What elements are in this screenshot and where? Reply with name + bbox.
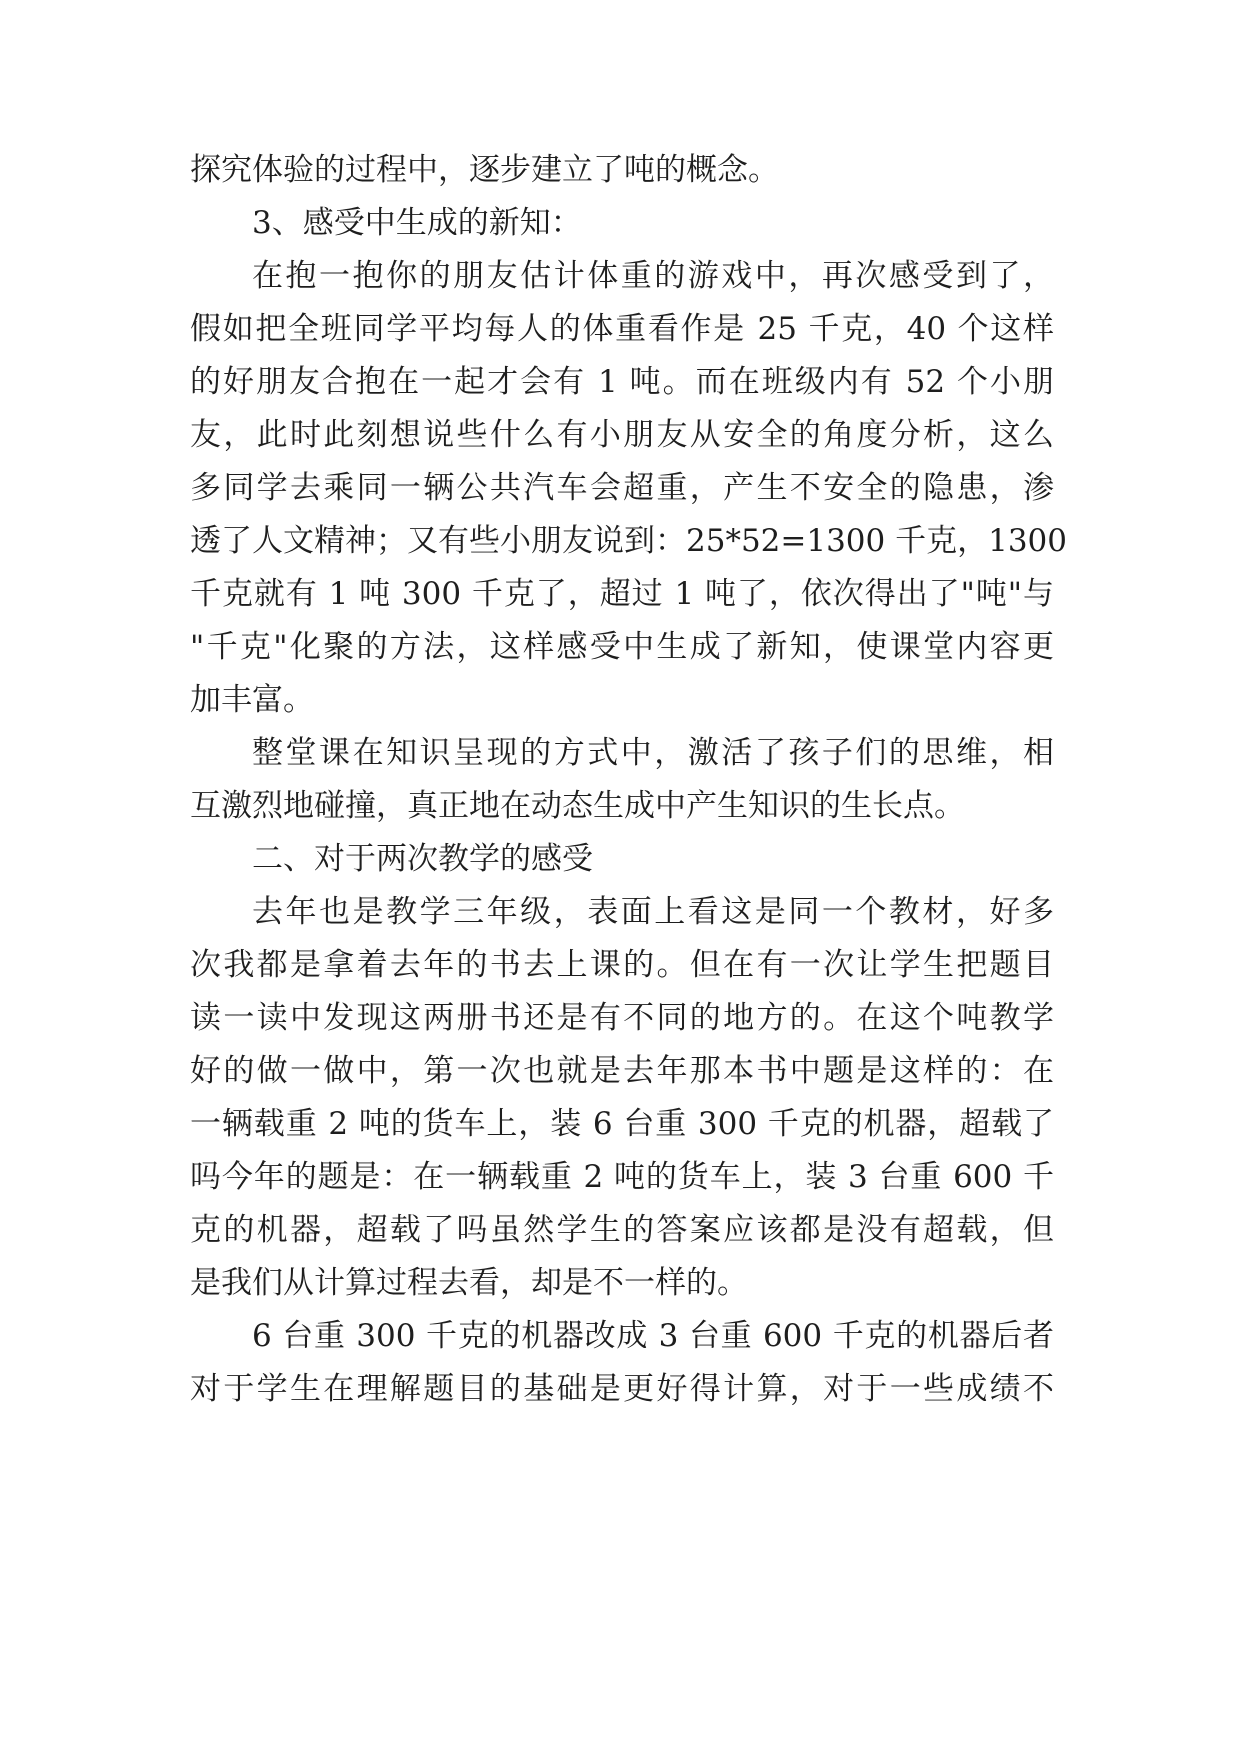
text-line: 是我们从计算过程去看，却是不一样的。 <box>190 1265 748 1301</box>
text-line: 友，此时此刻想说些什么有小朋友从安全的角度分析，这么 <box>190 417 1054 453</box>
text-line: 的好朋友合抱在一起才会有 1 吨。而在班级内有 52 个小朋 <box>190 364 1054 400</box>
text-line: 克的机器，超载了吗虽然学生的答案应该都是没有超载，但 <box>190 1212 1054 1248</box>
text-line: 好的做一做中，第一次也就是去年那本书中题是这样的：在 <box>190 1053 1054 1089</box>
text-line: 去年也是教学三年级，表面上看这是同一个教材，好多 <box>252 894 1054 930</box>
text-line: 互激烈地碰撞，真正地在动态生成中产生知识的生长点。 <box>190 788 965 824</box>
text-line: 读一读中发现这两册书还是有不同的地方的。在这个吨教学 <box>190 1000 1054 1036</box>
text-line: 吗今年的题是：在一辆载重 2 吨的货车上，装 3 台重 600 千 <box>190 1159 1054 1195</box>
text-line: 整堂课在知识呈现的方式中，激活了孩子们的思维，相 <box>252 735 1054 771</box>
text-line: "千克"化聚的方法，这样感受中生成了新知，使课堂内容更 <box>190 629 1054 665</box>
text-line: 一辆载重 2 吨的货车上，装 6 台重 300 千克的机器，超载了 <box>190 1106 1054 1142</box>
text-line: 多同学去乘同一辆公共汽车会超重，产生不安全的隐患，渗 <box>190 470 1054 506</box>
section-heading: 二、对于两次教学的感受 <box>252 841 593 877</box>
text-line: 次我都是拿着去年的书去上课的。但在有一次让学生把题目 <box>190 947 1054 983</box>
text-line: 假如把全班同学平均每人的体重看作是 25 千克，40 个这样 <box>190 311 1054 347</box>
text-line: 6 台重 300 千克的机器改成 3 台重 600 千克的机器后者 <box>252 1318 1054 1354</box>
section-heading: 3、感受中生成的新知： <box>252 205 582 241</box>
text-line: 在抱一抱你的朋友估计体重的游戏中，再次感受到了， <box>252 258 1054 294</box>
text-line: 透了人文精神；又有些小朋友说到：25*52=1300 千克，1300 <box>190 523 1068 559</box>
text-line: 加丰富。 <box>190 682 314 718</box>
text-line: 千克就有 1 吨 300 千克了，超过 1 吨了，依次得出了"吨"与 <box>190 576 1054 612</box>
text-line: 对于学生在理解题目的基础是更好得计算，对于一些成绩不 <box>190 1371 1054 1407</box>
text-line: 探究体验的过程中，逐步建立了吨的概念。 <box>190 152 779 188</box>
